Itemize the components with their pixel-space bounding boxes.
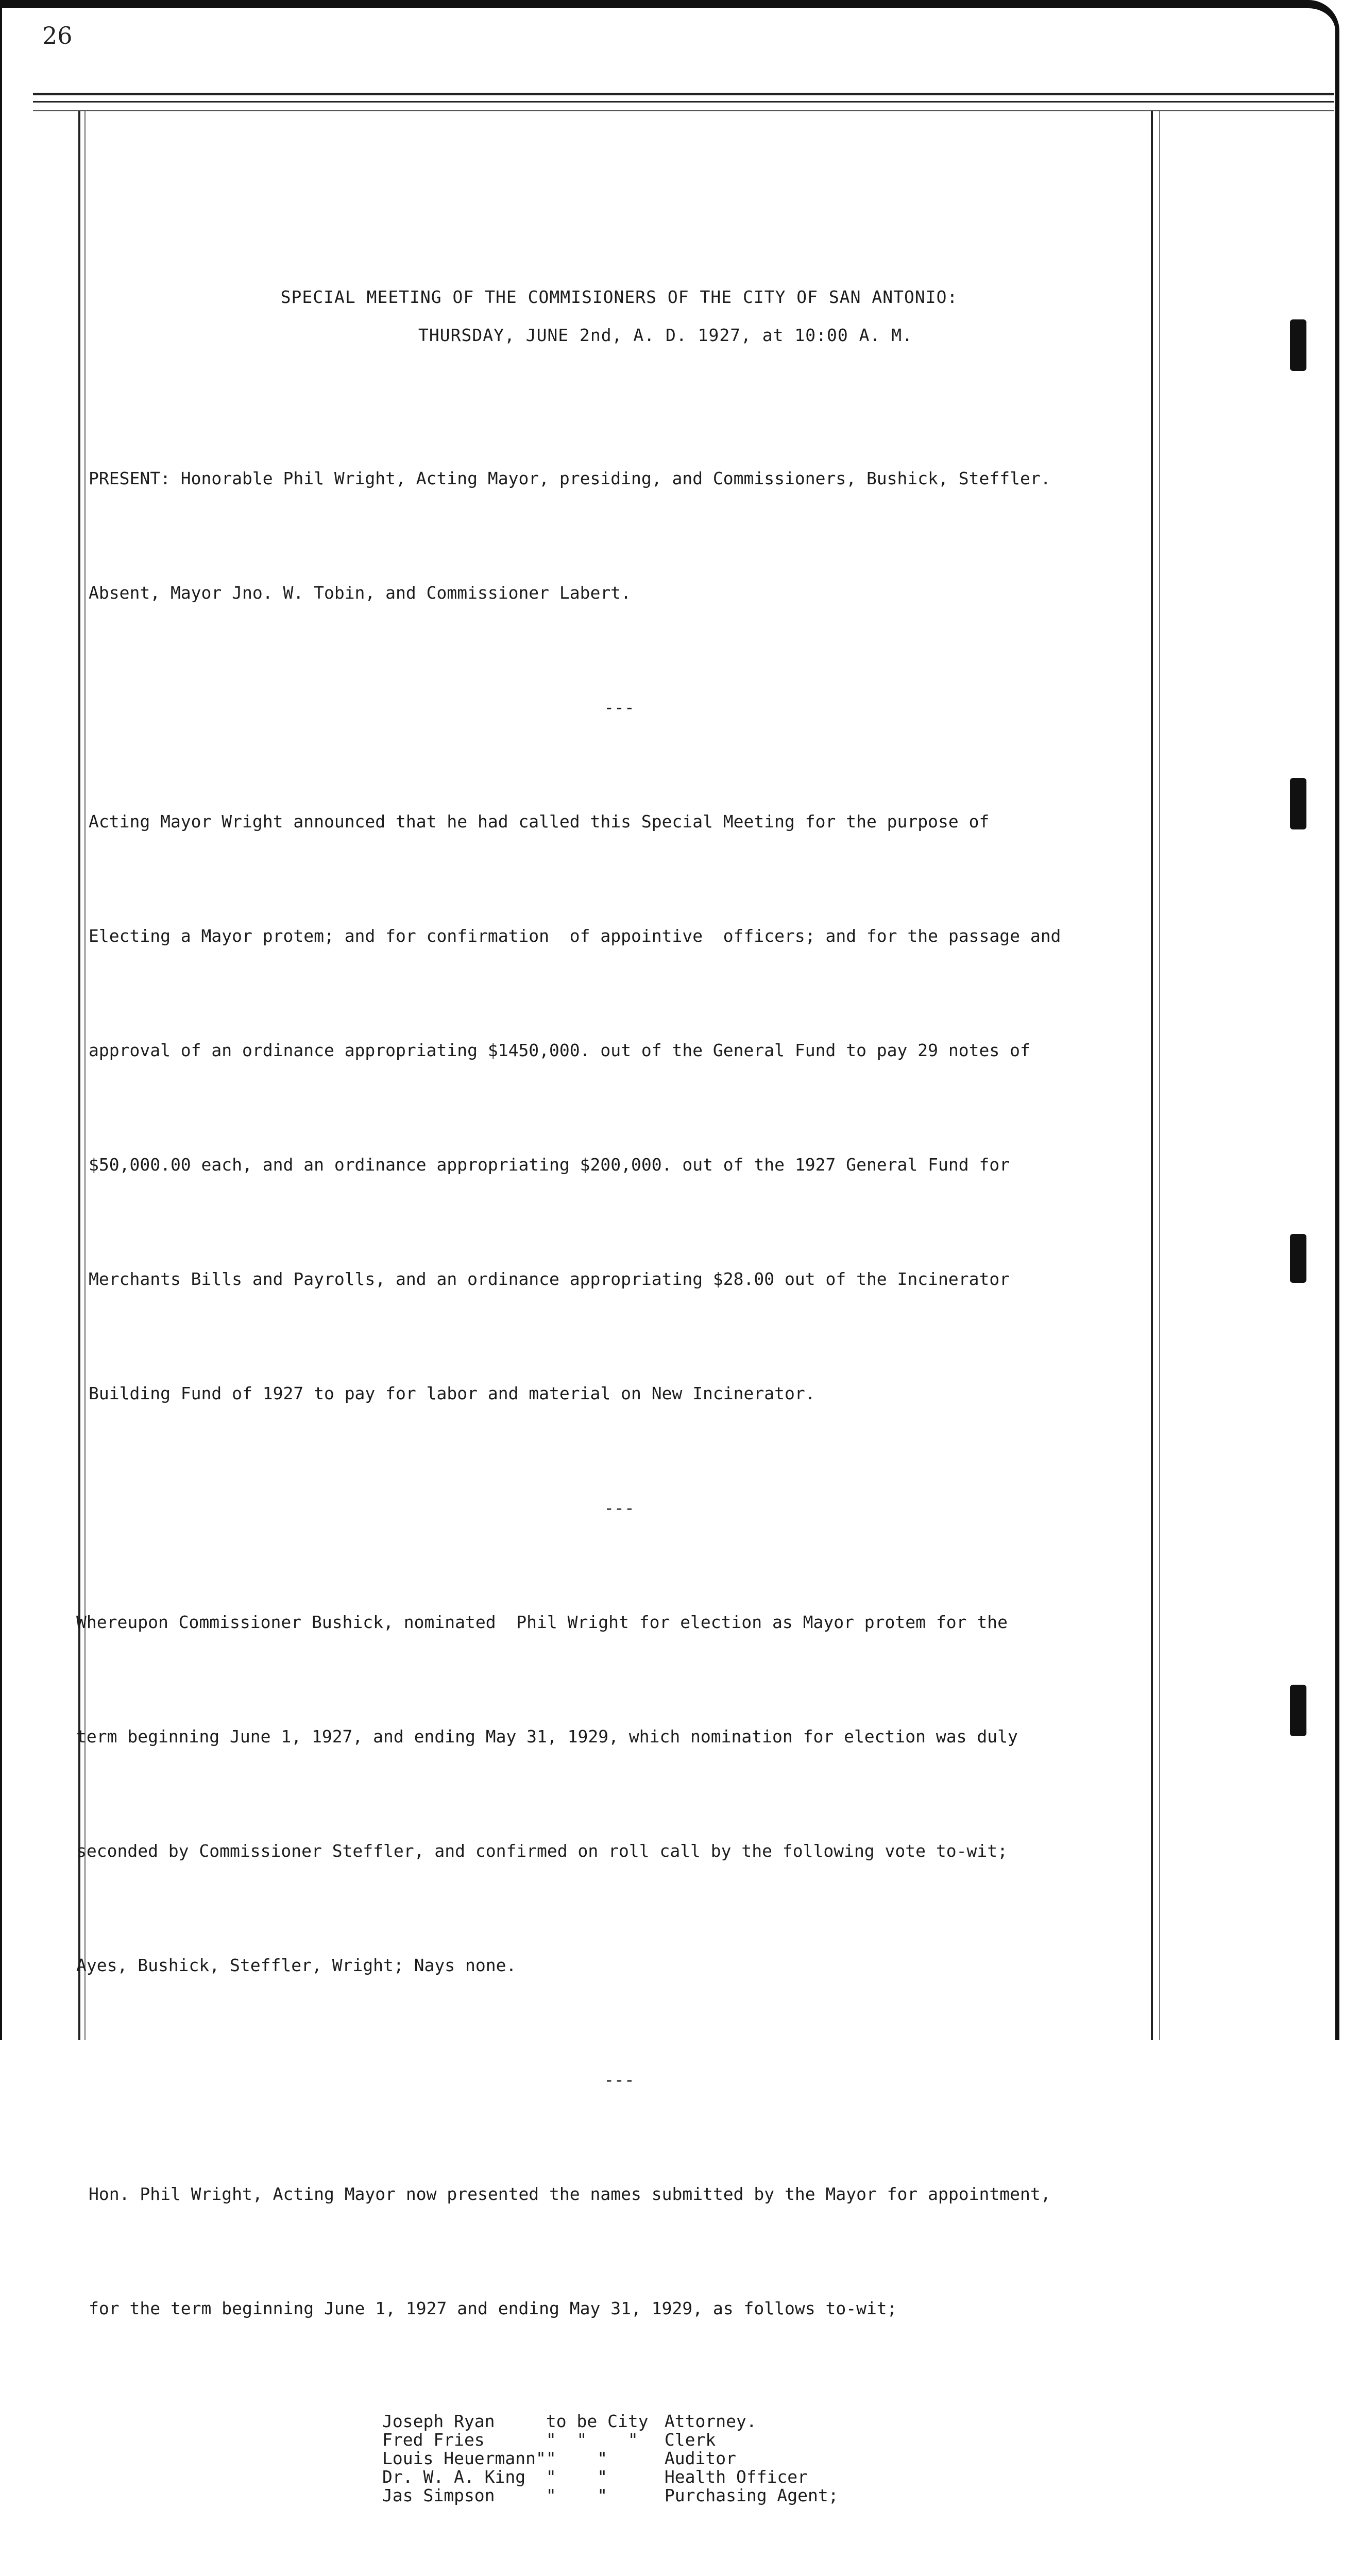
announcement-paragraph — [89, 726, 1248, 1489]
text-line: Electing a Mayor protem; and for confirmation of appointive officers; and for the passage and — [89, 926, 1061, 946]
text-line: $50,000.00 each, and an ordinance appropriating $200,000. out of the 1927 General Fund for — [89, 1155, 1010, 1175]
binding-mark — [1290, 1234, 1306, 1283]
officer-name: Jas Simpson — [382, 2485, 495, 2505]
text-line: for the term beginning June 1, 1927 and ending May 31, 1929, as follows to-wit; — [89, 2298, 897, 2318]
officer-ditto: " " — [546, 2448, 608, 2468]
protem-paragraph — [76, 1527, 1248, 2061]
text-line: PRESENT: Honorable Phil Wright, Acting Mayor, presiding, and Commissioners, Bushick, Steffler. — [89, 468, 1051, 488]
meeting-title: SPECIAL MEETING OF THE COMMISIONERS OF THE CITY OF SAN ANTONIO: — [280, 287, 958, 307]
officer-position: Clerk — [664, 2430, 716, 2450]
binding-mark — [1290, 1685, 1306, 1736]
appointments-intro — [89, 2099, 1248, 2404]
text-line: Absent, Mayor Jno. W. Tobin, and Commissioner Labert. — [89, 583, 631, 603]
officer-position: Purchasing Agent; — [664, 2485, 839, 2505]
meeting-date: THURSDAY, JUNE 2nd, A. D. 1927, at 10:00 A. M. — [418, 325, 913, 345]
minutes-body — [76, 278, 1248, 2576]
officer-position: Auditor — [664, 2448, 736, 2468]
section-separator: --- — [604, 697, 635, 717]
officer-name: Joseph Ryan — [382, 2411, 495, 2431]
officer-name: Fred Fries — [382, 2430, 485, 2450]
officer-ditto: " " — [546, 2467, 608, 2487]
text-line: seconded by Commissioner Steffler, and confirmed on roll call by the following vote to-wit; — [76, 1841, 1008, 1861]
text-line: Hon. Phil Wright, Acting Mayor now presented the names submitted by the Mayor for appointment, — [89, 2184, 1051, 2204]
officer-name: Louis Heuermann" — [382, 2448, 546, 2468]
text-line: term beginning June 1, 1927, and ending May 31, 1929, which nomination for election was duly — [76, 1726, 1018, 1747]
officer-row — [382, 2449, 839, 2468]
section-separator: --- — [604, 2070, 635, 2090]
text-line: Whereupon Commissioner Bushick, nominated Phil Wright for election as Mayor protem for the — [76, 1612, 1008, 1632]
binding-mark — [1290, 778, 1306, 829]
officer-row — [382, 2431, 839, 2449]
officer-ditto: " " " — [546, 2430, 638, 2450]
officer-row — [382, 2468, 839, 2486]
binding-mark — [1290, 319, 1306, 371]
header-rule — [33, 110, 1334, 111]
officer-appointments-table — [382, 2412, 839, 2505]
present-paragraph — [89, 383, 1248, 688]
text-line: Building Fund of 1927 to pay for labor and material on New Incinerator. — [89, 1383, 815, 1403]
text-line: approval of an ordinance appropriating $1450,000. out of the General Fund to pay 29 notes of — [89, 1040, 1030, 1060]
section-separator: --- — [604, 1498, 635, 1518]
text-line: Acting Mayor Wright announced that he had called this Special Meeting for the purpose of — [89, 811, 990, 832]
officer-ditto: " " — [546, 2485, 608, 2505]
text-line: Ayes, Bushick, Steffler, Wright; Nays none. — [76, 1955, 517, 1975]
officer-position: Attorney. — [664, 2411, 757, 2431]
officer-position: Health Officer — [664, 2467, 808, 2487]
header-rule — [33, 101, 1334, 103]
officer-row — [382, 2486, 839, 2505]
header-rule — [33, 93, 1334, 95]
officer-ditto: to be City — [546, 2411, 649, 2431]
officer-name: Dr. W. A. King — [382, 2467, 526, 2487]
appointments-outro — [89, 2516, 1248, 2576]
page-number: 26 — [42, 22, 73, 49]
text-line: Merchants Bills and Payrolls, and an ordinance appropriating $28.00 out of the Incinerator — [89, 1269, 1010, 1289]
officer-row — [382, 2412, 839, 2431]
